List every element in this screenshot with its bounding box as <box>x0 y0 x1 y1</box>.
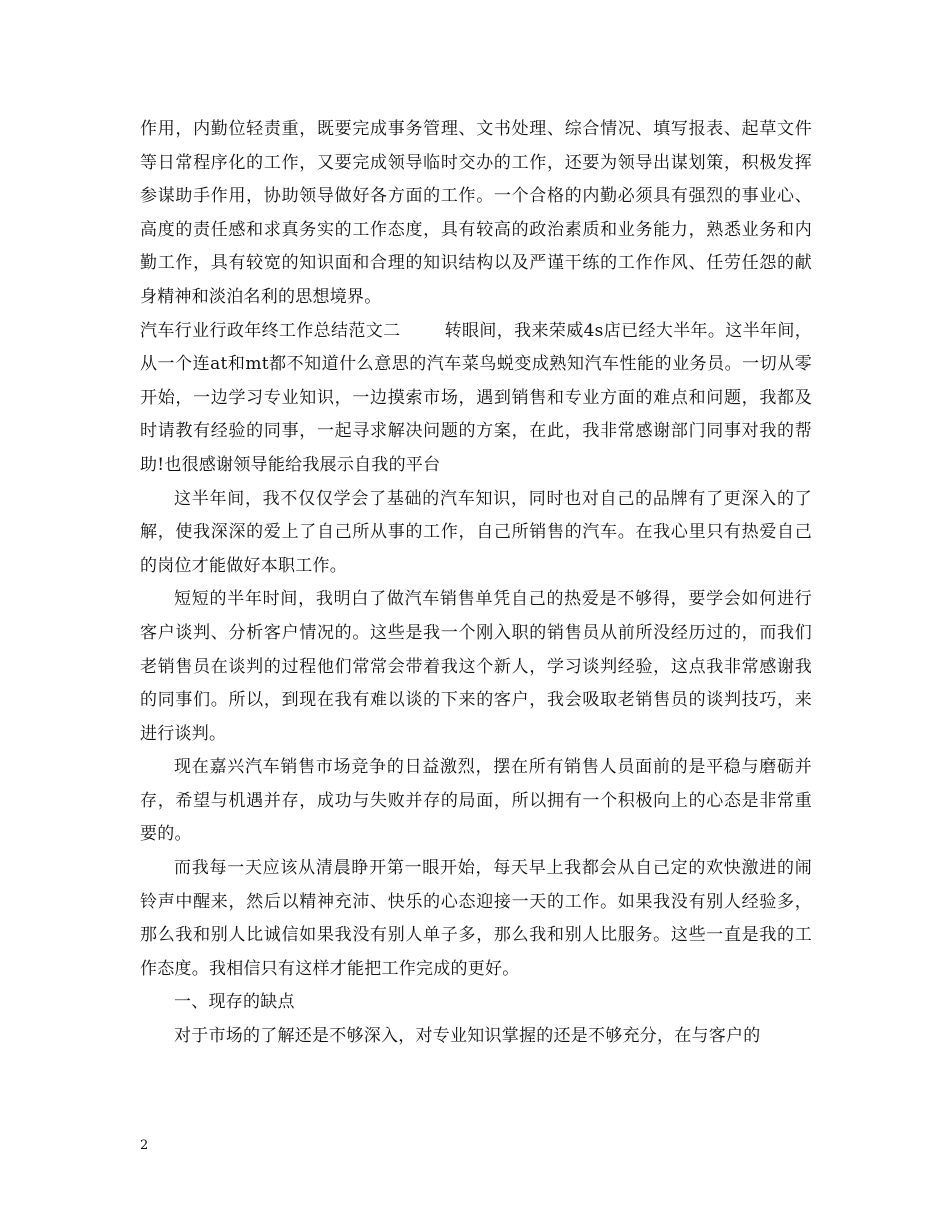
paragraph-4: 短短的半年时间，我明白了做汽车销售单凭自己的热爱是不够得，要学会如何进行客户谈判、分析客户情况的。这些是我一个刚入职的销售员从前所没经历过的，而我们老销售员在谈判的过程他们常常会带着我这个新人，学习谈判经验，这点我非常感谢我的同事们。所以，到现在我有难以谈的下来的客户，我会吸取老销售员的谈判技巧，来进行谈判。 <box>140 589 812 744</box>
paragraph-5: 现在嘉兴汽车销售市场竞争的日益激烈，摆在所有销售人员面前的是平稳与磨砺并存，希望与机遇并存，成功与失败并存的局面，所以拥有一个积极向上的心态是非常重要的。 <box>140 757 812 845</box>
paragraph-2-text: 转眼间，我来荣威4s店已经大半年。这半年间，从一个连at和mt都不知道什么意思的汽车菜鸟蜕变成熟知汽车性能的业务员。一切从零开始，一边学习专业知识，一边摸索市场，遇到销售和专业方面的难点和问题，我都及时请教有经验的同事，一起寻求解决问题的方案，在此，我非常感谢部门同事对我的帮助!也很感谢领导能给我展示自我的平台 <box>140 320 813 475</box>
paragraph-3: 这半年间，我不仅仅学会了基础的汽车知识，同时也对自己的品牌有了更深入的了解，使我深深的爱上了自己所从事的工作，自己所销售的汽车。在我心里只有热爱自己的岗位才能做好本职工作。 <box>140 488 812 576</box>
section-title: 汽车行业行政年终工作总结范文二 <box>140 320 401 341</box>
document-body <box>140 113 812 1054</box>
paragraph-6: 而我每一天应该从清晨睁开第一眼开始，每天早上我都会从自己定的欢快激进的闹铃声中醒来，然后以精神充沛、快乐的心态迎接一天的工作。如果我没有别人经验多，那么我和别人比诚信如果我没有别人单子多，那么我和别人比服务。这些一直是我的工作态度。我相信只有这样才能把工作完成的更好。 <box>140 858 812 979</box>
page-number: 2 <box>140 1138 149 1153</box>
shortcomings-heading: 一、现存的缺点 <box>174 992 295 1013</box>
paragraph-2 <box>140 315 812 483</box>
paragraph-1: 作用，内勤位轻责重，既要完成事务管理、文书处理、综合情况、填写报表、起草文件等日常程序化的工作，又要完成领导临时交办的工作，还要为领导出谋划策，积极发挥参谋助手作用，协助领导做好各方面的工作。一个合格的内勤必须具有强烈的事业心、高度的责任感和求真务实的工作态度，具有较高的政治素质和业务能力，熟悉业务和内勤工作，具有较宽的知识面和合理的知识结构以及严谨干练的工作作风、任劳任怨的献身精神和淡泊名利的思想境界。 <box>140 119 812 307</box>
paragraph-8: 对于市场的了解还是不够深入，对专业知识掌握的还是不够充分，在与客户的 <box>174 1026 761 1047</box>
